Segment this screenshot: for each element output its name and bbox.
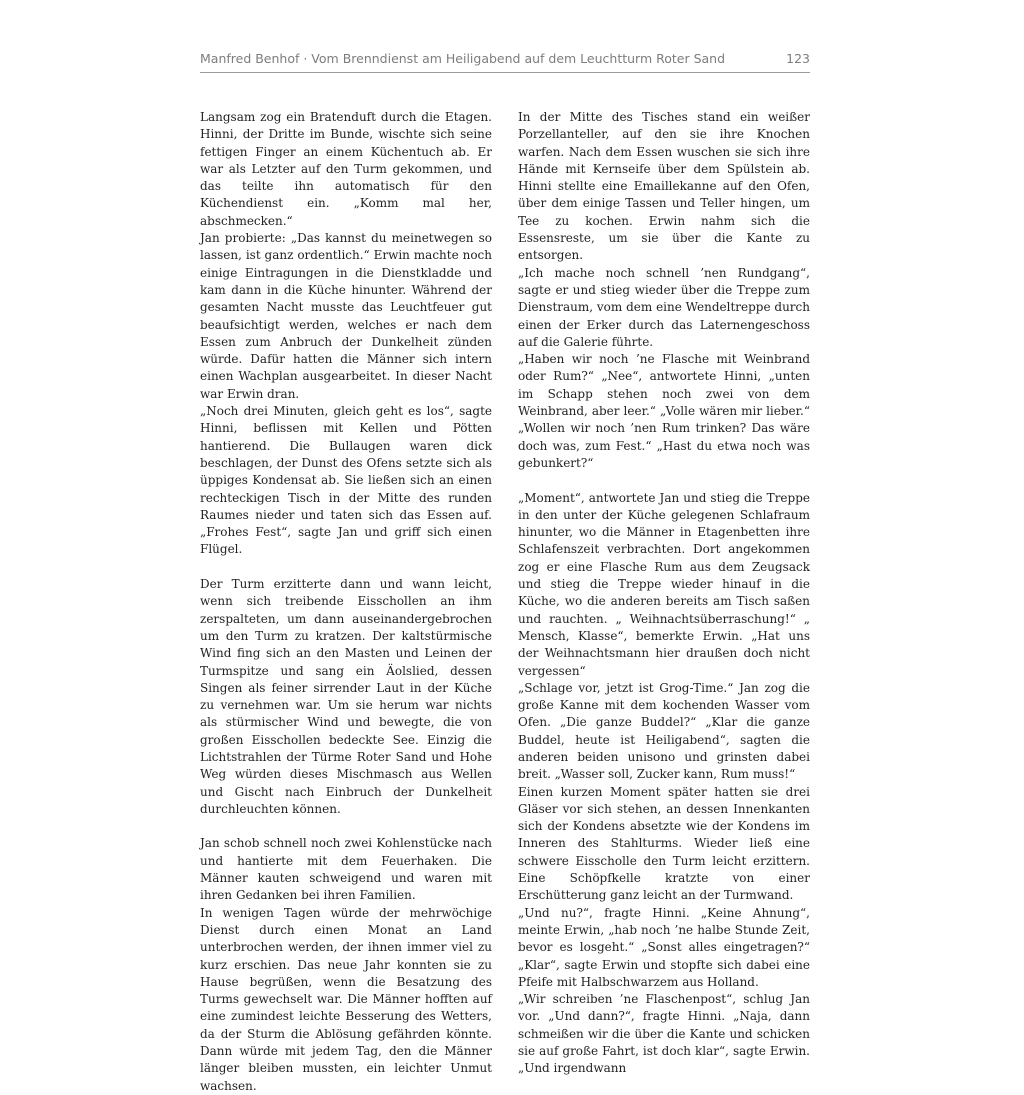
paragraph: „Wir schreiben ’ne Flaschenpost“, schlug Jan vor. „Und dann?“, fragte Hinni. „Naja, dann schmeißen wir die über die Kante und schicken sie auf große Fahrt, ist doch klar“, sagte Erwin. „Und irgendwann [518, 992, 810, 1076]
left-text-column [200, 109, 492, 1095]
paragraph: In der Mitte des Tisches stand ein weißer Porzellanteller, auf den sie ihre Knochen warfen. Nach dem Essen wuschen sie sich ihre Hände mit Kernseife über dem Spülstein ab. Hinni stellte eine Emaillekanne auf den Ofen, über dem einige Tassen und Teller hingen, um Tee zu kochen. Erwin nahm sich die Essensreste, um sie über die Kante zu entsorgen. [518, 110, 810, 263]
running-title: Manfred Benhof · Vom Brenndienst am Heiligabend auf dem Leuchtturm Roter Sand [200, 51, 726, 66]
paragraph: Einen kurzen Moment später hatten sie drei Gläser vor sich stehen, an dessen Innenkanten sich der Kondens absetzte wie der Kondens im Inneren des Stahlturms. Wieder ließ eine schwere Eisscholle den Turm leicht erzittern. Eine Schöpfkelle kratzte von einer Erschütterung ganz leicht an der Turmwand. [518, 784, 810, 903]
running-header [200, 50, 810, 73]
paragraph: „Noch drei Minuten, gleich geht es los“, sagte Hinni, beflissen mit Kellen und Pötten hantierend. Die Bullaugen waren dick beschlagen, der Dunst des Ofens setzte sich als üppiges Kondensat ab. Sie ließen sich an einen rechteckigen Tisch in der Mitte des runden Raumes nieder und taten sich das Essen auf. „Frohes Fest“, sagte Jan und griff sich einen Flügel. [200, 404, 492, 557]
right-text-column [518, 109, 810, 1078]
paragraph: Langsam zog ein Bratenduft durch die Etagen. Hinni, der Dritte im Bunde, wischte sich seine fettigen Finger an einem Küchentuch ab. Er war als Letzter auf den Turm gekommen, und das teilte ihn automatisch für den Küchendienst ein. „Komm mal her, abschmecken.“ [200, 110, 492, 228]
paragraph: In wenigen Tagen würde der mehrwöchige Dienst durch einen Monat an Land unterbrochen werden, der ihnen immer viel zu kurz erschien. Das neue Jahr konnten sie zu Hause begrüßen, wenn die Besatzung des Turms gewechselt war. Die Männer hofften auf eine zumindest leichte Besserung des Wetters, da der Sturm die Ablösung gefährden könnte. Dann würde mit jedem Tag, den die Männer länger bleiben mussten, ein leichter Unmut wachsen. [200, 905, 492, 1093]
paragraph: „Schlage vor, jetzt ist Grog-Time.“ Jan zog die große Kanne mit dem kochenden Wasser vom Ofen. „Die ganze Buddel?“ „Klar die ganze Buddel, heute ist Heiligabend“, sagten die anderen beiden unisono und grinsten dabei breit. „Wasser soll, Zucker kann, Rum muss!“ [518, 680, 810, 782]
paragraph: Der Turm erzitterte dann und wann leicht, wenn sich treibende Eisschollen an ihm zerspalteten, um dann auseinandergebrochen um den Turm zu kratzen. Der kaltstürmische Wind fing sich an den Masten und Leinen der Turmspitze und sang ein Äolslied, dessen Singen als feiner sirrender Laut in der Küche zu vernehmen war. Um sie herum war nichts als stürmischer Wind und bewegte, die von großen Eisschollen bedeckte See. Einzig die Lichtstrahlen der Türme Roter Sand und Hohe Weg würden dieses Mischmasch aus Wellen und Gischt nach Einbruch der Dunkelheit durchleuchten können. [200, 577, 492, 816]
paragraph: Jan schob schnell noch zwei Kohlenstücke nach und hantierte mit dem Feuerhaken. Die Männer kauten schweigend und waren mit ihren Gedanken bei ihren Familien. [200, 836, 492, 903]
paragraph: „Ich mache noch schnell ’nen Rundgang“, sagte er und stieg wieder über die Treppe zum Dienstraum, vom dem eine Wendeltreppe durch einen der Erker durch das Laternengeschoss auf die Galerie führte. [518, 265, 810, 349]
paragraph: „Moment“, antwortete Jan und stieg die Treppe in den unter der Küche gelegenen Schlafraum hinunter, wo die Männer in Etagenbetten ihre Schlafenszeit verbrachten. Dort angekommen zog er eine Flasche Rum aus dem Zeugsack und stieg die Treppe wieder hinauf in die Küche, wo die anderen bereits am Tisch saßen und rauchten. „ Weihnachtsüberraschung!“ „ Mensch, Klasse“, bemerkte Erwin. „Hat uns der Weihnachtsmann hier draußen doch nicht vergessen“ [518, 490, 810, 678]
paragraph: „Und nu?“, fragte Hinni. „Keine Ahnung“, meinte Erwin, „hab noch ’ne halbe Stunde Zeit, bevor es losgeht.“ „Sonst alles eingetragen?“ „Klar“, sagte Erwin und stopfte sich dabei eine Pfeife mit Halbschwarzem aus Holland. [518, 905, 810, 989]
page-number: 123 [786, 51, 810, 66]
paragraph: „Haben wir noch ’ne Flasche mit Weinbrand oder Rum?“ „Nee“, antwortete Hinni, „unten im Schapp stehen noch zwei von dem Weinbrand, aber leer.“ „Volle wären mir lieber.“ „Wollen wir noch ’nen Rum trinken? Das wäre doch was, zum Fest.“ „Hast du etwa noch was gebunkert?“ [518, 352, 810, 470]
paragraph: Jan probierte: „Das kannst du meinetwegen so lassen, ist ganz ordentlich.“ Erwin machte noch einige Eintragungen in die Dienstkladde und kam dann in die Küche hinunter. Während der gesamten Nacht musste das Leuchtfeuer gut beaufsichtigt werden, welches er nach dem Essen zum Anbruch der Dunkelheit zünden würde. Dafür hatten die Männer sich intern einen Wachplan ausgearbeitet. In dieser Nacht war Erwin dran. [200, 231, 492, 401]
